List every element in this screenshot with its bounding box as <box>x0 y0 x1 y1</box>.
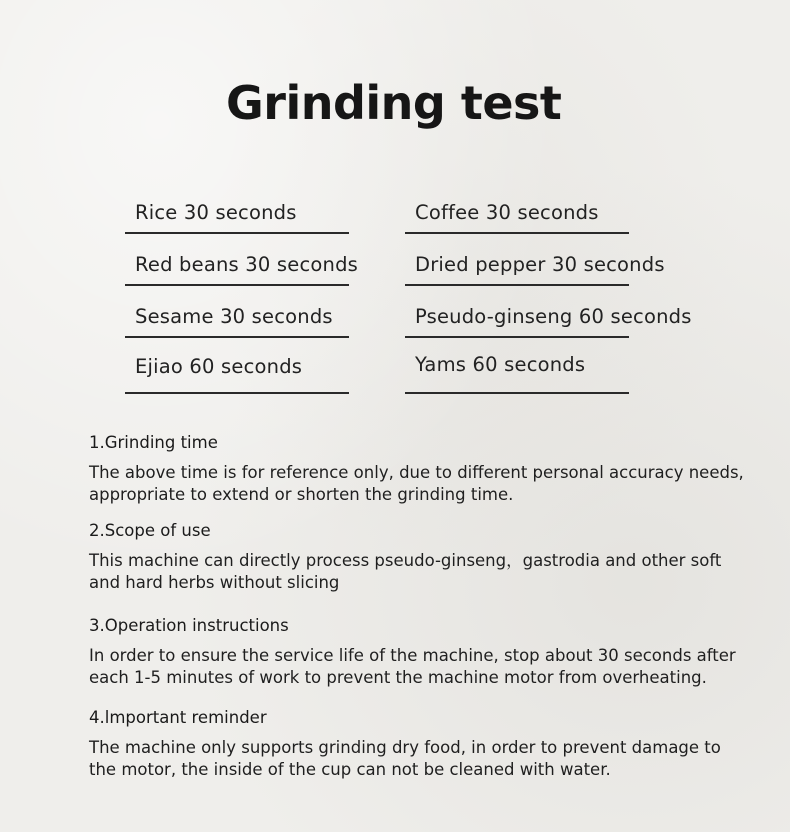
grinding-item-label: Dried pepper 30 seconds <box>415 253 665 276</box>
section-line: This machine can directly process pseudo-ginseng，gastrodia and other soft <box>89 551 722 570</box>
grinding-item-label: Coffee 30 seconds <box>415 201 599 224</box>
section-heading: 2.Scope of use <box>89 521 211 540</box>
section-important-reminder <box>89 707 749 781</box>
section-line: appropriate to extend or shorten the grinding time. <box>89 485 514 504</box>
section-operation-instructions <box>89 615 749 689</box>
grinding-item <box>125 340 349 394</box>
section-line: The above time is for reference only, due to different personal accuracy needs, <box>89 463 744 482</box>
section-heading: 1.Grinding time <box>89 433 218 452</box>
grinding-item-label: Yams 60 seconds <box>415 353 586 376</box>
section-scope-of-use <box>89 520 749 594</box>
grinding-item <box>125 190 349 234</box>
grinding-item <box>125 240 359 286</box>
grinding-item-label: Pseudo-ginseng 60 seconds <box>415 305 692 328</box>
grinding-item <box>405 290 692 338</box>
section-body <box>89 462 749 506</box>
grinding-item-label: Red beans 30 seconds <box>135 253 359 276</box>
section-heading: 4.lmportant reminder <box>89 708 267 727</box>
section-line: The machine only supports grinding dry food, in order to prevent damage to <box>89 738 721 757</box>
section-line: and hard herbs without slicing <box>89 573 340 592</box>
section-line: the motor, the inside of the cup can not be cleaned with water. <box>89 760 611 779</box>
grinding-item-label: Rice 30 seconds <box>135 201 297 224</box>
grinding-item-label: Sesame 30 seconds <box>135 305 333 328</box>
section-grinding-time <box>89 432 749 506</box>
grinding-item <box>405 240 665 286</box>
section-body <box>89 645 749 689</box>
grinding-item-label: Ejiao 60 seconds <box>135 355 303 378</box>
grinding-item <box>405 190 629 234</box>
page-title: Grinding test <box>226 76 562 130</box>
section-line: In order to ensure the service life of the machine, stop about 30 seconds after <box>89 646 736 665</box>
section-line: each 1-5 minutes of work to prevent the machine motor from overheating. <box>89 668 707 687</box>
section-body <box>89 737 749 781</box>
section-body <box>89 550 749 594</box>
grinding-item <box>405 340 629 394</box>
section-heading: 3.Operation instructions <box>89 616 289 635</box>
grinding-item <box>125 290 349 338</box>
